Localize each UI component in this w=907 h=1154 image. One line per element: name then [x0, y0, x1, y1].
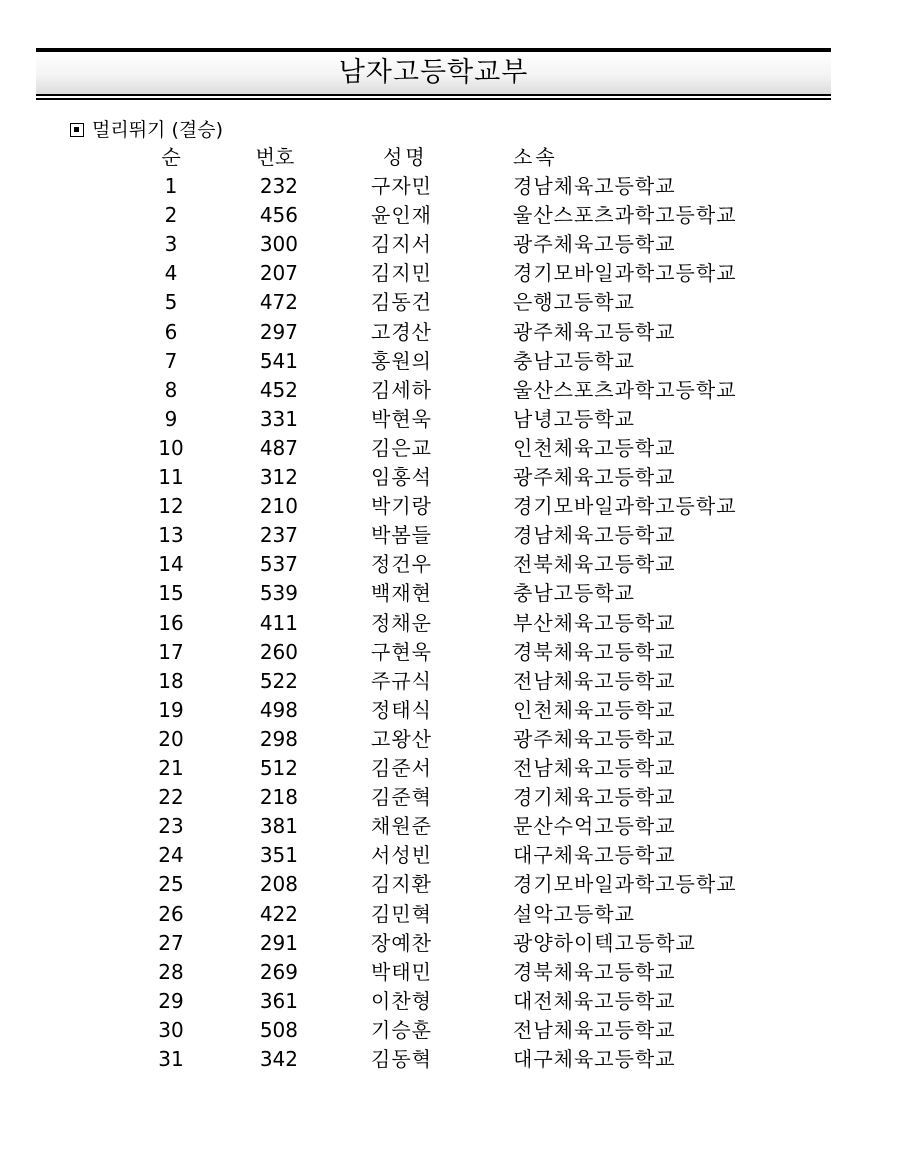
cell-name: 김민혁 [371, 901, 432, 926]
cell-rank: 20 [158, 726, 184, 751]
cell-team: 대구체육고등학교 [513, 1047, 676, 1071]
table-row [0, 900, 907, 929]
cell-name: 김지서 [371, 232, 432, 257]
cell-team: 경북체육고등학교 [513, 959, 676, 984]
cell-bib: 269 [259, 959, 298, 984]
cell-rank: 3 [164, 232, 178, 257]
cell-rank: 27 [158, 930, 184, 955]
cell-team: 은행고등학교 [513, 290, 635, 315]
cell-rank: 26 [158, 901, 184, 926]
table-row [0, 172, 907, 201]
square-bullet-icon [70, 123, 84, 137]
table-row [0, 1045, 907, 1074]
cell-name: 박태민 [371, 959, 432, 984]
title-rule-bottom [36, 98, 831, 100]
table-row [0, 492, 907, 521]
cell-team: 경기모바일과학고등학교 [513, 261, 737, 286]
table-row [0, 201, 907, 230]
cell-team: 전남체육고등학교 [513, 668, 676, 693]
cell-rank: 30 [158, 1017, 184, 1042]
cell-rank: 15 [158, 581, 184, 606]
title-block [36, 48, 831, 100]
table-row [0, 667, 907, 696]
cell-team: 광주체육고등학교 [513, 465, 676, 489]
cell-team: 충남고등학교 [513, 348, 635, 373]
cell-bib: 422 [259, 901, 298, 926]
table-row [0, 579, 907, 608]
cell-team: 광양하이텍고등학교 [513, 930, 696, 955]
table-row [0, 259, 907, 288]
cell-bib: 300 [259, 232, 298, 257]
cell-team: 대전체육고등학교 [513, 988, 676, 1013]
cell-rank: 24 [158, 843, 184, 868]
cell-rank: 13 [158, 523, 184, 548]
cell-rank: 7 [164, 348, 178, 373]
cell-team: 광주체육고등학교 [513, 232, 676, 257]
cell-team: 인천체육고등학교 [513, 697, 676, 722]
cell-rank: 1 [164, 174, 178, 198]
cell-team: 충남고등학교 [513, 581, 635, 606]
cell-team: 경남체육고등학교 [513, 523, 676, 548]
cell-team: 울산스포츠과학고등학교 [513, 203, 737, 228]
table-header [0, 143, 907, 172]
table-row [0, 550, 907, 579]
table-row [0, 841, 907, 870]
cell-name: 구자민 [371, 174, 432, 198]
cell-name: 윤인재 [371, 203, 432, 228]
cell-rank: 10 [158, 435, 184, 460]
cell-name: 김준혁 [371, 785, 432, 810]
cell-team: 광주체육고등학교 [513, 726, 676, 751]
cell-team: 경북체육고등학교 [513, 639, 676, 664]
cell-name: 임홍석 [371, 465, 432, 489]
cell-bib: 487 [259, 435, 298, 460]
cell-bib: 472 [259, 290, 298, 315]
table-row [0, 929, 907, 958]
cell-team: 전북체육고등학교 [513, 552, 676, 577]
cell-bib: 537 [259, 552, 298, 577]
cell-bib: 298 [259, 726, 298, 751]
cell-team: 울산스포츠과학고등학교 [513, 377, 737, 402]
cell-rank: 28 [158, 959, 184, 984]
table-row [0, 521, 907, 550]
cell-rank: 5 [164, 290, 178, 315]
cell-name: 주규식 [371, 668, 432, 693]
cell-name: 서성빈 [371, 843, 432, 868]
cell-rank: 6 [164, 319, 178, 344]
cell-name: 장예찬 [371, 930, 432, 955]
cell-rank: 23 [158, 814, 184, 839]
table-row [0, 347, 907, 376]
cell-bib: 331 [259, 406, 298, 431]
cell-bib: 539 [259, 581, 298, 606]
cell-bib: 522 [259, 668, 298, 693]
table-row [0, 696, 907, 725]
table-row [0, 725, 907, 754]
cell-bib: 207 [259, 261, 298, 286]
cell-name: 김은교 [371, 435, 432, 460]
table-row [0, 987, 907, 1016]
cell-name: 정건우 [371, 552, 432, 577]
table-row [0, 434, 907, 463]
cell-rank: 11 [158, 465, 184, 489]
header-name: 성명 [383, 145, 428, 169]
table-row [0, 783, 907, 812]
cell-rank: 22 [158, 785, 184, 810]
cell-rank: 29 [158, 988, 184, 1013]
table-row [0, 638, 907, 667]
cell-team: 광주체육고등학교 [513, 319, 676, 344]
cell-bib: 297 [259, 319, 298, 344]
cell-bib: 232 [259, 174, 298, 198]
table-row [0, 230, 907, 259]
cell-team: 경남체육고등학교 [513, 174, 676, 198]
cell-rank: 2 [164, 203, 178, 228]
cell-rank: 19 [158, 697, 184, 722]
table-row [0, 318, 907, 347]
cell-bib: 508 [259, 1017, 298, 1042]
table-row [0, 958, 907, 987]
cell-rank: 25 [158, 872, 184, 897]
cell-bib: 456 [259, 203, 298, 228]
table-row [0, 376, 907, 405]
cell-name: 백재현 [371, 581, 432, 606]
cell-bib: 351 [259, 843, 298, 868]
cell-team: 대구체육고등학교 [513, 843, 676, 868]
cell-bib: 361 [259, 988, 298, 1013]
cell-team: 남녕고등학교 [513, 406, 635, 431]
table-row [0, 463, 907, 492]
cell-name: 박기랑 [371, 494, 432, 519]
cell-rank: 21 [158, 756, 184, 780]
cell-name: 구현욱 [371, 639, 432, 664]
cell-bib: 498 [259, 697, 298, 722]
cell-team: 전남체육고등학교 [513, 1017, 676, 1042]
cell-bib: 210 [259, 494, 298, 519]
table-row [0, 812, 907, 841]
cell-name: 김지민 [371, 261, 432, 286]
cell-name: 이찬형 [371, 988, 432, 1013]
cell-team: 전남체육고등학교 [513, 756, 676, 780]
header-bib: 번호 [255, 145, 295, 169]
event-heading [70, 117, 223, 143]
cell-team: 경기체육고등학교 [513, 785, 676, 810]
cell-bib: 381 [259, 814, 298, 839]
table-row [0, 754, 907, 783]
cell-bib: 411 [259, 610, 298, 635]
cell-bib: 208 [259, 872, 298, 897]
cell-team: 문산수억고등학교 [513, 814, 676, 839]
cell-name: 박현욱 [371, 406, 432, 431]
cell-team: 설악고등학교 [513, 901, 635, 926]
table-row [0, 870, 907, 899]
cell-name: 정태식 [371, 697, 432, 722]
cell-name: 김동건 [371, 290, 432, 315]
cell-bib: 541 [259, 348, 298, 373]
cell-name: 고왕산 [371, 726, 432, 751]
cell-rank: 8 [164, 377, 178, 402]
cell-bib: 452 [259, 377, 298, 402]
cell-bib: 291 [259, 930, 298, 955]
cell-bib: 237 [259, 523, 298, 548]
cell-team: 경기모바일과학고등학교 [513, 494, 737, 519]
cell-bib: 312 [259, 465, 298, 489]
cell-name: 김준서 [371, 756, 432, 780]
cell-name: 홍원의 [371, 348, 432, 373]
cell-rank: 17 [158, 639, 184, 664]
cell-bib: 218 [259, 785, 298, 810]
header-rank: 순 [161, 145, 181, 169]
cell-rank: 18 [158, 668, 184, 693]
cell-name: 박봄들 [371, 523, 432, 548]
cell-team: 인천체육고등학교 [513, 435, 676, 460]
cell-name: 기승훈 [371, 1017, 432, 1042]
title-rule-middle [36, 94, 831, 96]
table-row [0, 405, 907, 434]
table-row [0, 609, 907, 638]
cell-rank: 31 [158, 1047, 184, 1071]
table-row [0, 288, 907, 317]
cell-team: 경기모바일과학고등학교 [513, 872, 737, 897]
header-team: 소속 [513, 145, 558, 169]
cell-rank: 12 [158, 494, 184, 519]
cell-rank: 4 [164, 261, 178, 286]
cell-name: 김동혁 [371, 1047, 432, 1071]
page-title: 남자고등학교부 [36, 52, 831, 94]
cell-rank: 16 [158, 610, 184, 635]
cell-name: 채원준 [371, 814, 432, 839]
cell-name: 정채운 [371, 610, 432, 635]
cell-name: 김지환 [371, 872, 432, 897]
cell-team: 부산체육고등학교 [513, 610, 676, 635]
event-title: 멀리뛰기 (결승) [92, 119, 223, 141]
cell-bib: 342 [259, 1047, 298, 1071]
cell-rank: 14 [158, 552, 184, 577]
cell-bib: 512 [259, 756, 298, 780]
cell-name: 김세하 [371, 377, 432, 402]
cell-rank: 9 [164, 406, 178, 431]
cell-name: 고경산 [371, 319, 432, 344]
cell-bib: 260 [259, 639, 298, 664]
table-row [0, 1016, 907, 1045]
